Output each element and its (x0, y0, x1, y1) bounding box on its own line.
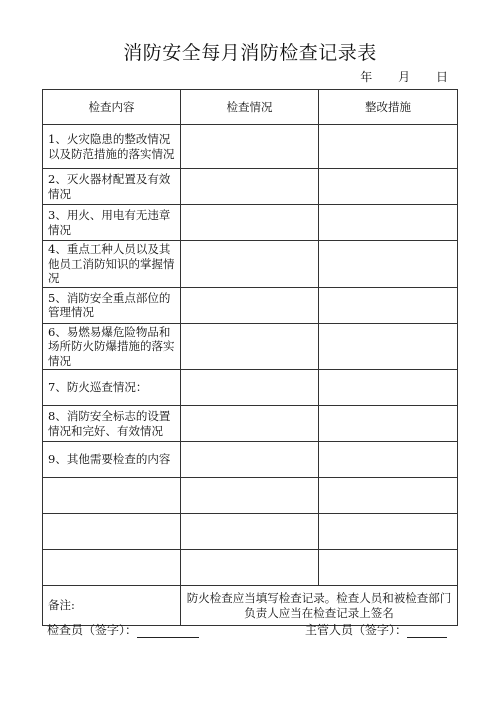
item-9: 9、其他需要检查的内容 (43, 442, 181, 478)
date-year: 年 (360, 70, 373, 84)
date-month: 月 (398, 70, 411, 84)
table-row (43, 550, 458, 586)
item-1: 1、火灾隐患的整改情况以及防范措施的落实情况 (43, 125, 181, 169)
header-inspection-content: 检查内容 (43, 90, 181, 125)
status-cell-3[interactable] (181, 205, 319, 241)
item-5: 5、消防安全重点部位的管理情况 (43, 287, 181, 323)
inspector-signature (47, 621, 199, 638)
blank-status-cell-1[interactable] (181, 478, 319, 514)
supervisor-signature (305, 621, 447, 638)
item-7: 7、防火巡查情况： (43, 370, 181, 406)
remark-text: 防火检查应当填写检查记录。检查人员和被检查部门负责人应当在检查记录上签名 (181, 586, 458, 626)
table-row (43, 442, 458, 478)
blank-content-cell-1[interactable] (43, 478, 181, 514)
status-cell-4[interactable] (181, 241, 319, 288)
table-row (43, 323, 458, 370)
measure-cell-1[interactable] (319, 125, 458, 169)
table-row (43, 205, 458, 241)
blank-content-cell-3[interactable] (43, 550, 181, 586)
item-8: 8、消防安全标志的设置情况和完好、有效情况 (43, 406, 181, 442)
table-row (43, 169, 458, 205)
blank-status-cell-2[interactable] (181, 514, 319, 550)
table-header-row (43, 90, 458, 125)
table-row (43, 125, 458, 169)
measure-cell-9[interactable] (319, 442, 458, 478)
measure-cell-5[interactable] (319, 287, 458, 323)
item-4: 4、重点工种人员以及其他员工消防知识的掌握情况 (43, 241, 181, 288)
status-cell-8[interactable] (181, 406, 319, 442)
table-row (43, 478, 458, 514)
table-row (43, 241, 458, 288)
inspector-signature-line[interactable] (137, 625, 199, 638)
remark-row (43, 586, 458, 626)
inspector-label: 检查员（签字）： (47, 623, 138, 637)
supervisor-label: 主管人员（签字）： (305, 623, 408, 637)
status-cell-7[interactable] (181, 370, 319, 406)
status-cell-9[interactable] (181, 442, 319, 478)
item-3: 3、用火、用电有无违章情况 (43, 205, 181, 241)
table-row (43, 406, 458, 442)
status-cell-5[interactable] (181, 287, 319, 323)
status-cell-1[interactable] (181, 125, 319, 169)
table-row (43, 370, 458, 406)
remark-label: 备注: (43, 586, 181, 626)
item-6: 6、易燃易爆危险物品和场所防火防爆措施的落实情况 (43, 323, 181, 370)
date-day: 日 (435, 70, 448, 84)
status-cell-2[interactable] (181, 169, 319, 205)
date-line (338, 68, 448, 85)
measure-cell-4[interactable] (319, 241, 458, 288)
supervisor-signature-line[interactable] (407, 625, 447, 638)
item-2: 2、灭火器材配置及有效情况 (43, 169, 181, 205)
measure-cell-6[interactable] (319, 323, 458, 370)
blank-measure-cell-3[interactable] (319, 550, 458, 586)
blank-status-cell-3[interactable] (181, 550, 319, 586)
measure-cell-8[interactable] (319, 406, 458, 442)
blank-measure-cell-2[interactable] (319, 514, 458, 550)
table-row (43, 514, 458, 550)
measure-cell-3[interactable] (319, 205, 458, 241)
header-inspection-status: 检查情况 (181, 90, 319, 125)
blank-content-cell-2[interactable] (43, 514, 181, 550)
measure-cell-7[interactable] (319, 370, 458, 406)
table-row (43, 287, 458, 323)
inspection-table (42, 89, 458, 626)
form-title: 消防安全每月消防检查记录表 (123, 42, 377, 64)
header-rectification: 整改措施 (319, 90, 458, 125)
blank-measure-cell-1[interactable] (319, 478, 458, 514)
status-cell-6[interactable] (181, 323, 319, 370)
measure-cell-2[interactable] (319, 169, 458, 205)
